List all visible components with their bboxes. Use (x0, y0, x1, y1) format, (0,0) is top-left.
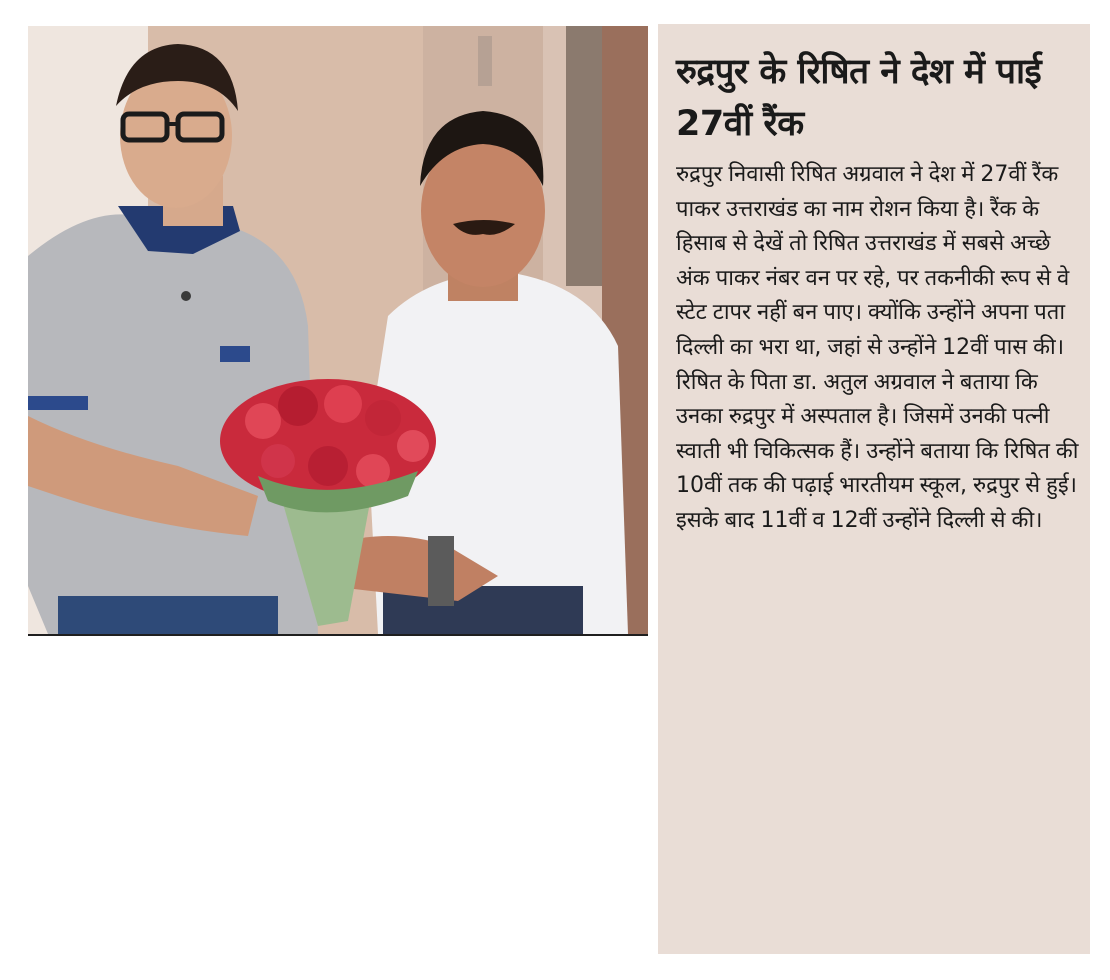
article-body: रुद्रपुर निवासी रिषित अग्रवाल ने देश में 27वीं रैंक पाकर उत्तराखंड का नाम रोशन किया है। रैंक के हिसाब से देखें तो रिषित उत्तराखंड में सबसे अच्छे अंक पाकर नंबर वन पर रहे, पर तकनीकी रूप से वे स्टेट टापर नहीं बन पाए। क्योंकि उन्होंने अपना पता दिल्ली का भरा था, जहां से उन्होंने 12वीं पास की। रिषित के पिता डा. अतुल अग्रवाल ने बताया कि उनका रुद्रपुर में अस्पताल है। जिसमें उनकी पत्नी स्वाती भी चिकित्सक हैं। उन्होंने बताया कि रिषित की 10वीं तक की पढ़ाई भारतीयम स्कूल, रुद्रपुर से हुई। इसके बाद 11वीं व 12वीं उन्होंने दिल्ली से की। (676, 162, 1079, 533)
news-photo (28, 26, 648, 636)
flower (245, 403, 281, 439)
article-column (658, 24, 1090, 954)
photo-window (566, 26, 602, 286)
article-headline: रुद्रपुर के रिषित ने देश में पाई 27वीं रैंक (676, 52, 1042, 144)
flower (365, 400, 401, 436)
flower (308, 446, 348, 486)
flower (397, 430, 429, 462)
young-man-jeans (58, 596, 278, 634)
shirt-button (181, 291, 191, 301)
shirt-logo (220, 346, 250, 362)
photo-illustration (28, 26, 648, 634)
young-man-sleeve-band (28, 396, 88, 410)
wrist-watch (428, 536, 454, 606)
photo-fixture (478, 36, 492, 86)
flower (261, 444, 295, 478)
flower (278, 386, 318, 426)
flower (324, 385, 362, 423)
